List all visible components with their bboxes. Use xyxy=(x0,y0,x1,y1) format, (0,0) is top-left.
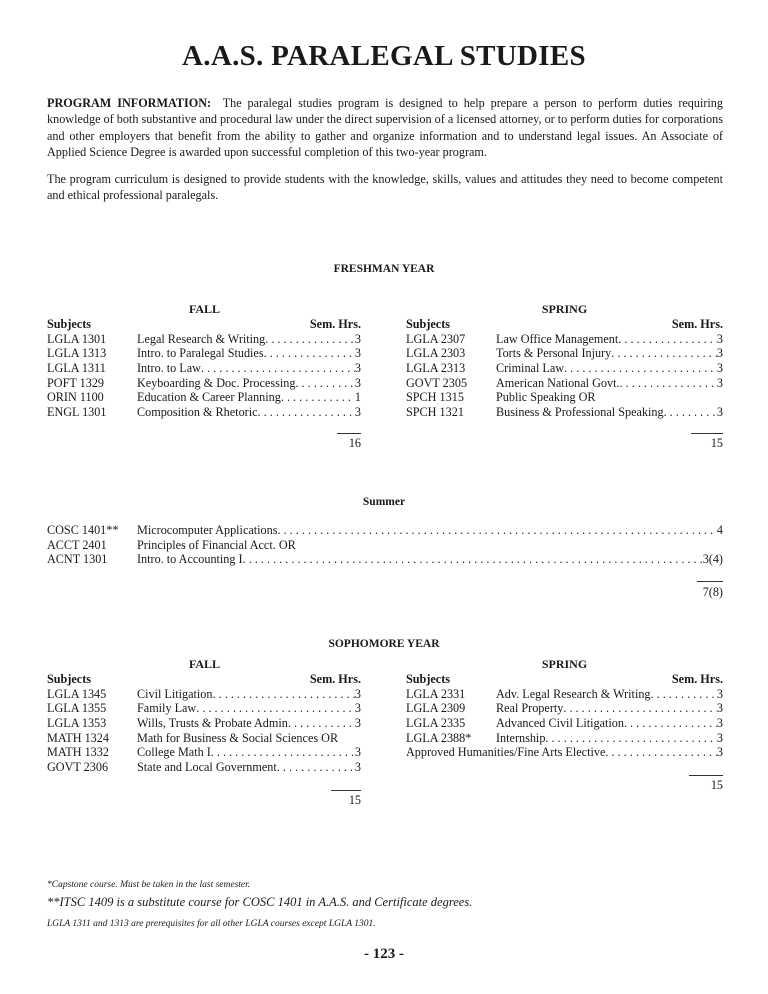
course-code: LGLA 1355 xyxy=(47,701,107,716)
table-header-row xyxy=(47,672,361,687)
summer-total: 7(8) xyxy=(702,585,723,599)
freshman-spring-table xyxy=(406,317,723,420)
subjects-header: Subjects xyxy=(406,672,451,686)
course-name: Advanced Civil Litigation xyxy=(496,716,624,731)
course-row xyxy=(47,716,361,731)
course-row xyxy=(47,552,723,567)
course-code: MATH 1324 xyxy=(47,730,109,745)
course-name: Composition & Rhetoric xyxy=(137,405,258,420)
course-row xyxy=(406,376,723,391)
course-code: LGLA 2331 xyxy=(406,686,466,701)
sem-hrs-header: Sem. Hrs. xyxy=(671,672,723,686)
subjects-header: Subjects xyxy=(406,317,451,331)
course-row xyxy=(47,346,361,361)
course-code: GOVT 2306 xyxy=(47,760,109,775)
program-info-text: The paralegal studies program is designed to help prepare a person to perform duties requiring knowledge of both substantive and procedural law under the direct supervision of a licensed attorney, or to perform duties for corporations and other employers that benefit from the ability to gather and organize information and to understand legal issues. An Associate of Applied Science Degree is awarded upon successful completion of this two-year program. xyxy=(47,96,723,159)
course-name: Math for Business & Social Sciences OR xyxy=(137,730,339,745)
sophomore-spring-label: SPRING xyxy=(541,657,588,671)
sophomore-fall-total: 15 xyxy=(348,793,361,807)
sophomore-spring-table xyxy=(406,672,723,760)
table-header-row xyxy=(47,317,361,332)
sem-hrs-header: Sem. Hrs. xyxy=(671,317,723,331)
course-code: LGLA 1345 xyxy=(47,686,107,701)
course-hours: 4 xyxy=(716,523,723,537)
course-code: MATH 1332 xyxy=(47,745,109,760)
course-name: Business & Professional Speaking xyxy=(496,405,664,420)
course-code: POFT 1329 xyxy=(47,375,105,390)
course-row xyxy=(47,760,361,775)
course-code: LGLA 1301 xyxy=(47,331,107,346)
course-code: LGLA 1311 xyxy=(47,361,106,376)
freshman-fall-total-rule xyxy=(337,433,361,434)
sophomore-year-heading: SOPHOMORE YEAR xyxy=(328,638,440,650)
course-code: COSC 1401** xyxy=(47,523,119,537)
course-code: SPCH 1321 xyxy=(406,405,464,420)
course-row xyxy=(406,716,723,731)
course-row xyxy=(406,390,723,405)
course-code: LGLA 2335 xyxy=(406,716,466,731)
freshman-spring-total: 15 xyxy=(710,436,723,450)
course-code: LGLA 1313 xyxy=(47,346,107,361)
freshman-fall-total: 16 xyxy=(348,436,361,450)
course-name: Public Speaking OR xyxy=(496,390,596,405)
course-name: Intro. to Paralegal Studies xyxy=(137,346,264,361)
sophomore-fall-table xyxy=(47,672,361,775)
course-row xyxy=(47,731,361,746)
curriculum-paragraph: The program curriculum is designed to provide students with the knowledge, skills, values and attitudes they need to become competent and ethical professional paralegals. xyxy=(47,172,723,203)
course-row xyxy=(406,687,723,702)
course-row xyxy=(47,376,361,391)
course-name: Intro. to Law xyxy=(137,361,201,376)
course-name: Legal Research & Writing xyxy=(137,331,266,346)
table-header-row xyxy=(406,317,723,332)
course-row xyxy=(406,701,723,716)
freshman-year-heading: FRESHMAN YEAR xyxy=(333,263,435,275)
course-name: Law Office Management xyxy=(496,331,619,346)
course-name: Torts & Personal Injury xyxy=(496,346,612,361)
course-hours: 3 xyxy=(716,361,723,376)
course-hours: 3 xyxy=(716,346,723,361)
course-hours: 3 xyxy=(716,331,723,346)
course-name: Internship xyxy=(496,730,546,745)
course-code: ORIN 1100 xyxy=(47,390,104,405)
course-row xyxy=(406,346,723,361)
course-hours: 3 xyxy=(716,405,723,420)
page-number: - 123 - xyxy=(364,946,404,962)
course-hours: 3 xyxy=(716,730,723,745)
sophomore-fall-label: FALL xyxy=(188,657,221,671)
course-code: LGLA 2309 xyxy=(406,701,466,716)
course-hours: 3 xyxy=(354,760,361,775)
course-name: Intro. to Accounting I xyxy=(137,552,243,567)
footnote-itsc: **ITSC 1409 is a substitute course for COSC 1401 in A.A.S. and Certificate degrees. xyxy=(47,895,473,909)
course-code: SPCH 1315 xyxy=(406,390,464,405)
course-hours: 3 xyxy=(354,375,361,390)
elective-hrs: 3 xyxy=(716,745,723,760)
course-code: LGLA 1353 xyxy=(47,716,107,731)
course-row xyxy=(47,390,361,405)
course-code: ACCT 2401 xyxy=(47,537,107,552)
course-row xyxy=(47,701,361,716)
page-title: A.A.S. PARALEGAL STUDIES xyxy=(182,40,586,72)
course-name: Microcomputer Applications xyxy=(137,523,278,537)
course-row xyxy=(47,745,361,760)
course-hours: 3 xyxy=(354,405,361,420)
course-row xyxy=(47,361,361,376)
course-code: GOVT 2305 xyxy=(406,375,468,390)
course-hours: 3 xyxy=(716,375,723,390)
course-name: Civil Litigation xyxy=(137,686,213,701)
course-row xyxy=(406,731,723,746)
course-name: Criminal Law xyxy=(496,361,565,376)
course-name: Education & Career Planning xyxy=(137,390,281,405)
course-name: Family Law xyxy=(137,701,197,716)
summer-table xyxy=(47,523,723,567)
course-row xyxy=(47,405,361,420)
summer-total-rule xyxy=(697,581,723,582)
course-row xyxy=(47,332,361,347)
course-hours: 3 xyxy=(716,701,723,716)
sophomore-spring-total-rule xyxy=(689,775,723,776)
course-hours: 1 xyxy=(354,390,361,405)
course-code: ACNT 1301 xyxy=(47,552,108,567)
course-name: College Math I xyxy=(137,745,211,760)
footnote-prereq: LGLA 1311 and 1313 are prerequisites for all other LGLA courses except LGLA 1301. xyxy=(47,919,376,929)
course-row xyxy=(47,538,723,553)
course-name: Adv. Legal Research & Writing xyxy=(496,686,651,701)
course-code: LGLA 2307 xyxy=(406,331,466,346)
footnote-capstone: *Capstone course. Must be taken in the last semester. xyxy=(47,880,251,890)
subjects-header: Subjects xyxy=(47,672,92,686)
course-hours: 3 xyxy=(354,745,361,760)
course-name: State and Local Government xyxy=(137,760,277,775)
course-row xyxy=(406,361,723,376)
course-name: Principles of Financial Acct. OR xyxy=(137,537,296,552)
course-hours: 3 xyxy=(354,716,361,731)
freshman-spring-total-rule xyxy=(691,433,723,434)
sophomore-fall-total-rule xyxy=(331,790,361,791)
course-code: LGLA 2303 xyxy=(406,346,466,361)
freshman-spring-label: SPRING xyxy=(541,302,588,316)
course-name: Keyboarding & Doc. Processing xyxy=(137,375,296,390)
program-info-paragraph xyxy=(47,95,723,160)
course-row xyxy=(406,405,723,420)
course-code: LGLA 2388* xyxy=(406,730,472,745)
course-hours: 3 xyxy=(354,331,361,346)
subjects-header: Subjects xyxy=(47,317,92,331)
course-hours: 3 xyxy=(354,361,361,376)
summer-heading: Summer xyxy=(362,496,406,508)
sem-hrs-header: Sem. Hrs. xyxy=(309,317,361,331)
course-row xyxy=(406,332,723,347)
course-hours: 3 xyxy=(354,686,361,701)
course-hours: 3 xyxy=(354,346,361,361)
sophomore-spring-total: 15 xyxy=(710,778,723,792)
course-hours: 3(4) xyxy=(702,552,723,567)
table-header-row xyxy=(406,672,723,687)
elective-row xyxy=(406,745,723,760)
sem-hrs-header: Sem. Hrs. xyxy=(309,672,361,686)
course-code: LGLA 2313 xyxy=(406,361,466,376)
course-code: ENGL 1301 xyxy=(47,405,107,420)
course-row xyxy=(47,523,723,538)
course-hours: 3 xyxy=(716,686,723,701)
course-hours: 3 xyxy=(716,716,723,731)
course-row xyxy=(47,687,361,702)
course-name: American National Govt. xyxy=(496,375,620,390)
course-hours: 3 xyxy=(354,701,361,716)
freshman-fall-label: FALL xyxy=(188,302,221,316)
course-name: Wills, Trusts & Probate Admin xyxy=(137,716,288,731)
course-name: Real Property xyxy=(496,701,564,716)
freshman-fall-table xyxy=(47,317,361,420)
program-info-label: PROGRAM INFORMATION: xyxy=(47,96,212,110)
elective-name: Approved Humanities/Fine Arts Elective xyxy=(406,745,606,760)
